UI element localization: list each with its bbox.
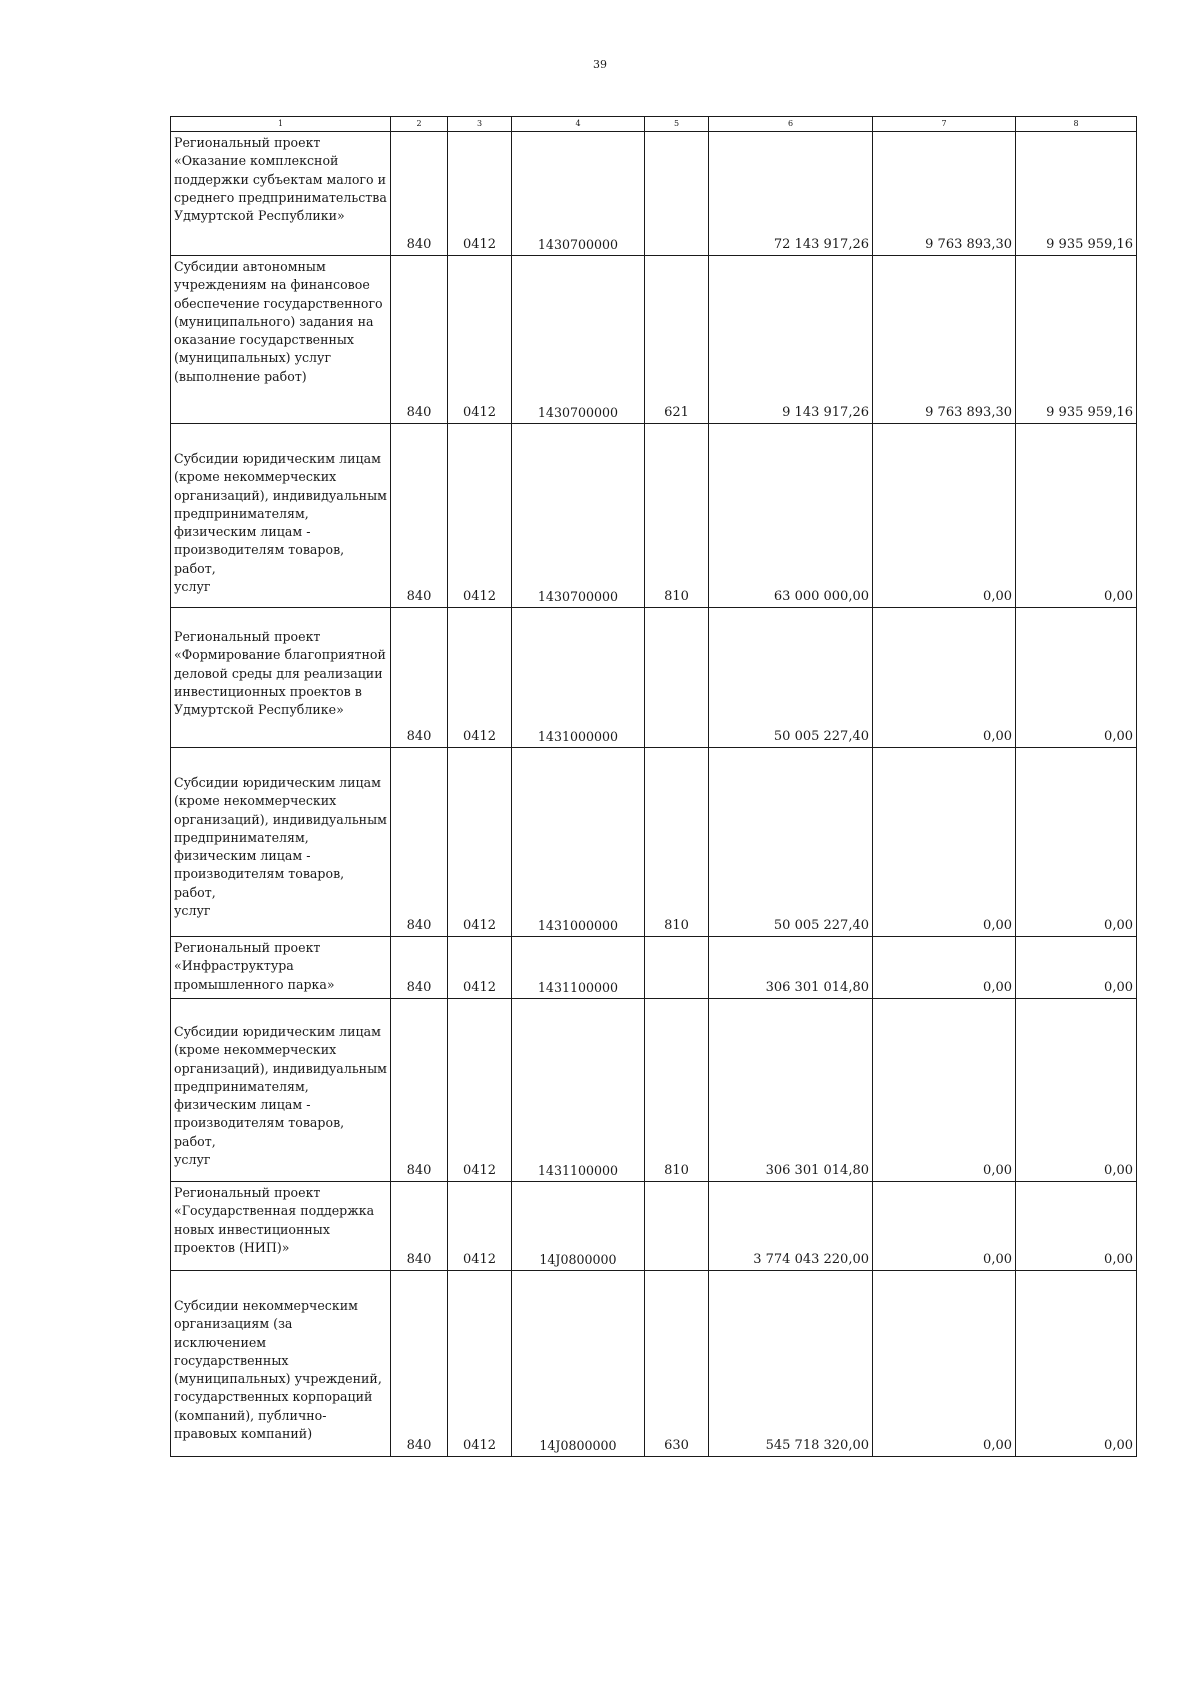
cell-section-code: 0412 <box>448 1182 512 1271</box>
cell-amount-col6: 545 718 320,00 <box>709 1271 873 1457</box>
cell-admin-code: 840 <box>391 748 448 937</box>
cell-amount-col7: 0,00 <box>873 1271 1016 1457</box>
table-row <box>171 608 1137 748</box>
cell-amount-col6: 306 301 014,80 <box>709 999 873 1182</box>
cell-amount-col6: 63 000 000,00 <box>709 424 873 608</box>
cell-section-code: 0412 <box>448 748 512 937</box>
cell-expense-type: 810 <box>645 424 709 608</box>
table-row <box>171 256 1137 424</box>
cell-amount-col7: 0,00 <box>873 424 1016 608</box>
cell-admin-code: 840 <box>391 608 448 748</box>
cell-admin-code: 840 <box>391 132 448 256</box>
cell-expense-type <box>645 132 709 256</box>
column-header-3: 3 <box>448 117 512 132</box>
cell-admin-code: 840 <box>391 1271 448 1457</box>
cell-section-code: 0412 <box>448 256 512 424</box>
cell-expense-type: 630 <box>645 1271 709 1457</box>
column-header-6: 6 <box>709 117 873 132</box>
cell-target-article: 14J0800000 <box>512 1271 645 1457</box>
column-header-row <box>171 117 1137 132</box>
cell-target-article: 1430700000 <box>512 256 645 424</box>
column-header-4: 4 <box>512 117 645 132</box>
table-row <box>171 132 1137 256</box>
cell-amount-col8: 0,00 <box>1016 999 1137 1182</box>
cell-amount-col8: 0,00 <box>1016 1271 1137 1457</box>
cell-amount-col7: 0,00 <box>873 608 1016 748</box>
cell-amount-col8: 0,00 <box>1016 424 1137 608</box>
cell-admin-code: 840 <box>391 937 448 999</box>
cell-amount-col7: 9 763 893,30 <box>873 256 1016 424</box>
row-name: Субсидии юридическим лицам (кроме некоммерческих организаций), индивидуальным предпринимателям, физическим лицам - производителям товаров, работ, услуг <box>171 748 391 937</box>
table-row <box>171 937 1137 999</box>
cell-amount-col6: 72 143 917,26 <box>709 132 873 256</box>
cell-amount-col8: 0,00 <box>1016 1182 1137 1271</box>
cell-admin-code: 840 <box>391 1182 448 1271</box>
cell-target-article: 1431100000 <box>512 999 645 1182</box>
column-header-2: 2 <box>391 117 448 132</box>
column-header-8: 8 <box>1016 117 1137 132</box>
cell-expense-type: 621 <box>645 256 709 424</box>
cell-expense-type <box>645 608 709 748</box>
cell-amount-col6: 3 774 043 220,00 <box>709 1182 873 1271</box>
cell-amount-col6: 306 301 014,80 <box>709 937 873 999</box>
cell-expense-type: 810 <box>645 999 709 1182</box>
cell-amount-col6: 50 005 227,40 <box>709 608 873 748</box>
row-name: Субсидии юридическим лицам (кроме некоммерческих организаций), индивидуальным предпринимателям, физическим лицам - производителям товаров, работ, услуг <box>171 424 391 608</box>
row-name: Субсидии юридическим лицам (кроме некоммерческих организаций), индивидуальным предпринимателям, физическим лицам - производителям товаров, работ, услуг <box>171 999 391 1182</box>
table-row <box>171 1182 1137 1271</box>
cell-amount-col6: 9 143 917,26 <box>709 256 873 424</box>
row-name: Субсидии автономным учреждениям на финансовое обеспечение государственного (муниципального) задания на оказание государственных (муниципальных) услуг (выполнение работ) <box>171 256 391 424</box>
row-name: Региональный проект «Инфраструктура промышленного парка» <box>171 937 391 999</box>
cell-expense-type <box>645 1182 709 1271</box>
row-name: Региональный проект «Формирование благоприятной деловой среды для реализации инвестиционных проектов в Удмуртской Республике» <box>171 608 391 748</box>
cell-section-code: 0412 <box>448 424 512 608</box>
cell-target-article: 1431000000 <box>512 748 645 937</box>
cell-target-article: 1431100000 <box>512 937 645 999</box>
cell-amount-col8: 0,00 <box>1016 748 1137 937</box>
cell-amount-col7: 0,00 <box>873 748 1016 937</box>
budget-table <box>170 116 1137 1457</box>
cell-target-article: 1430700000 <box>512 132 645 256</box>
table-row <box>171 424 1137 608</box>
column-header-1: 1 <box>171 117 391 132</box>
cell-amount-col7: 9 763 893,30 <box>873 132 1016 256</box>
cell-section-code: 0412 <box>448 937 512 999</box>
cell-target-article: 1430700000 <box>512 424 645 608</box>
cell-target-article: 14J0800000 <box>512 1182 645 1271</box>
cell-target-article: 1431000000 <box>512 608 645 748</box>
cell-amount-col8: 9 935 959,16 <box>1016 132 1137 256</box>
cell-amount-col7: 0,00 <box>873 1182 1016 1271</box>
cell-admin-code: 840 <box>391 256 448 424</box>
row-name: Региональный проект «Оказание комплексной поддержки субъектам малого и среднего предпринимательства Удмуртской Республики» <box>171 132 391 256</box>
cell-amount-col6: 50 005 227,40 <box>709 748 873 937</box>
row-name: Субсидии некоммерческим организациям (за исключением государственных (муниципальных) учреждений, государственных корпораций (компаний), публично- правовых компаний) <box>171 1271 391 1457</box>
page-number: 39 <box>593 58 607 71</box>
cell-expense-type: 810 <box>645 748 709 937</box>
table-row <box>171 1271 1137 1457</box>
column-header-7: 7 <box>873 117 1016 132</box>
table-row <box>171 999 1137 1182</box>
cell-admin-code: 840 <box>391 999 448 1182</box>
table-row <box>171 748 1137 937</box>
cell-section-code: 0412 <box>448 999 512 1182</box>
cell-section-code: 0412 <box>448 1271 512 1457</box>
cell-amount-col8: 9 935 959,16 <box>1016 256 1137 424</box>
cell-admin-code: 840 <box>391 424 448 608</box>
cell-expense-type <box>645 937 709 999</box>
cell-amount-col7: 0,00 <box>873 999 1016 1182</box>
cell-amount-col7: 0,00 <box>873 937 1016 999</box>
cell-section-code: 0412 <box>448 132 512 256</box>
row-name: Региональный проект «Государственная поддержка новых инвестиционных проектов (НИП)» <box>171 1182 391 1271</box>
cell-section-code: 0412 <box>448 608 512 748</box>
cell-amount-col8: 0,00 <box>1016 608 1137 748</box>
cell-amount-col8: 0,00 <box>1016 937 1137 999</box>
column-header-5: 5 <box>645 117 709 132</box>
